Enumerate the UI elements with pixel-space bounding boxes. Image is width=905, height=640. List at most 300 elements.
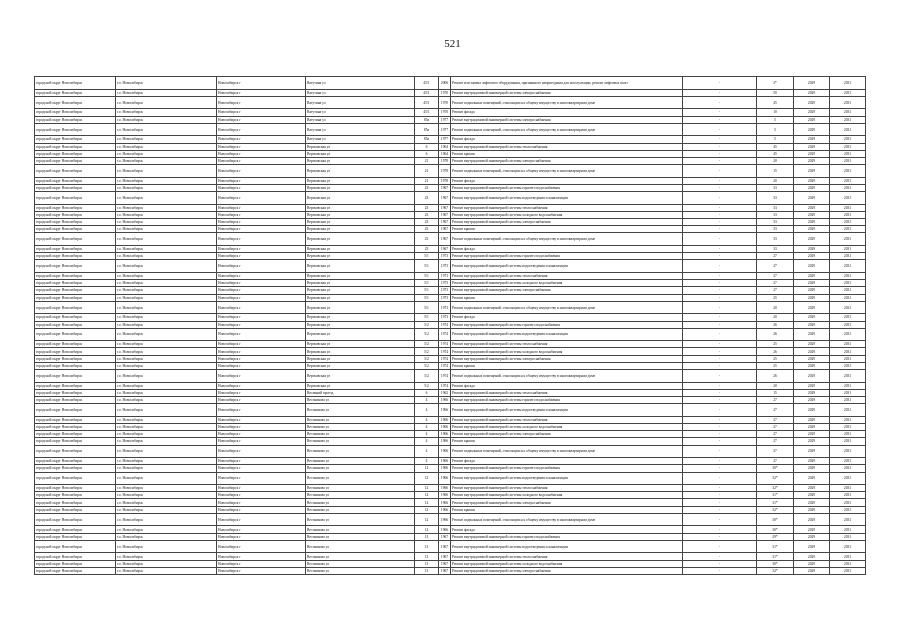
street-cell: Вестникова ул xyxy=(306,397,415,404)
table-row xyxy=(35,465,866,472)
table-row xyxy=(35,506,866,513)
value-cell: 27 xyxy=(757,272,794,279)
year-cell: 1966 xyxy=(439,445,451,458)
work-type-cell: Ремонт внутридомовой инженерной системы горячего водоснабжения xyxy=(451,465,683,472)
table-row xyxy=(35,136,866,143)
district-cell: г.о. Новосибирск xyxy=(116,287,217,294)
work-type-cell: Ремонт крыши xyxy=(451,294,683,301)
plan-end-cell: 2031 xyxy=(830,465,866,472)
work-type-cell: Ремонт внутридомовой инженерной системы электроснабжения xyxy=(451,355,683,362)
settlement-cell: Новосибирск г xyxy=(217,123,306,136)
settlement-cell: Новосибирск г xyxy=(217,204,306,211)
table-row xyxy=(35,513,866,526)
plan-start-cell: 2029 xyxy=(794,492,830,499)
value-cell: 20 xyxy=(757,314,794,321)
street-cell: Вестникова ул xyxy=(306,499,415,506)
district-cell: г.о. Новосибирск xyxy=(116,526,217,533)
dash-cell: - xyxy=(683,301,757,314)
district-cell: г.о. Новосибирск xyxy=(116,294,217,301)
house-cell: 4 xyxy=(415,423,439,430)
street-cell: Вертковская ул xyxy=(306,287,415,294)
district-cell: г.о. Новосибирск xyxy=(116,506,217,513)
table-row xyxy=(35,355,866,362)
district-cell: г.о. Новосибирск xyxy=(116,157,217,164)
settlement-cell: Новосибирск г xyxy=(217,485,306,492)
value-cell: 33 xyxy=(757,211,794,218)
plan-start-cell: 2029 xyxy=(794,136,830,143)
plan-end-cell: 2031 xyxy=(830,272,866,279)
house-cell: 6 xyxy=(415,389,439,396)
street-cell: Вертковская ул xyxy=(306,150,415,157)
municipality-cell: городской округ Новосибирск xyxy=(35,260,116,273)
district-cell: г.о. Новосибирск xyxy=(116,553,217,560)
street-cell: Вертковская ул xyxy=(306,355,415,362)
table-row xyxy=(35,280,866,287)
district-cell: г.о. Новосибирск xyxy=(116,143,217,150)
settlement-cell: Новосибирск г xyxy=(217,89,306,96)
plan-start-cell: 2029 xyxy=(794,416,830,423)
dash-cell: - xyxy=(683,567,757,574)
house-cell: 45/1 xyxy=(415,89,439,96)
value-cell: 5 xyxy=(757,123,794,136)
district-cell: г.о. Новосибирск xyxy=(116,328,217,341)
work-type-cell: Ремонт внутридомовой инженерной системы электроснабжения xyxy=(451,287,683,294)
house-cell: 4 xyxy=(415,438,439,445)
street-cell: Вестникова ул xyxy=(306,423,415,430)
dash-cell: - xyxy=(683,211,757,218)
municipality-cell: городской округ Новосибирск xyxy=(35,560,116,567)
plan-start-cell: 2029 xyxy=(794,287,830,294)
house-cell: 45/1 xyxy=(415,96,439,109)
municipality-cell: городской округ Новосибирск xyxy=(35,177,116,184)
district-cell: г.о. Новосибирск xyxy=(116,150,217,157)
district-cell: г.о. Новосибирск xyxy=(116,260,217,273)
table-row xyxy=(35,341,866,348)
table-row xyxy=(35,404,866,417)
municipality-cell: городской округ Новосибирск xyxy=(35,485,116,492)
district-cell: г.о. Новосибирск xyxy=(116,513,217,526)
settlement-cell: Новосибирск г xyxy=(217,445,306,458)
street-cell: Вестникова ул xyxy=(306,445,415,458)
plan-start-cell: 2029 xyxy=(794,567,830,574)
settlement-cell: Новосибирск г xyxy=(217,416,306,423)
plan-start-cell: 2029 xyxy=(794,382,830,389)
year-cell: 1966 xyxy=(439,404,451,417)
house-cell: 5/1 xyxy=(415,314,439,321)
year-cell: 1973 xyxy=(439,301,451,314)
district-cell: г.о. Новосибирск xyxy=(116,465,217,472)
plan-end-cell: 2031 xyxy=(830,294,866,301)
municipality-cell: городской округ Новосибирск xyxy=(35,157,116,164)
plan-end-cell: 2031 xyxy=(830,109,866,116)
house-cell: 23 xyxy=(415,246,439,253)
municipality-cell: городской округ Новосибирск xyxy=(35,294,116,301)
plan-end-cell: 2031 xyxy=(830,253,866,260)
plan-start-cell: 2029 xyxy=(794,89,830,96)
house-cell: 45/1 xyxy=(415,109,439,116)
value-cell: 26 xyxy=(757,321,794,328)
district-cell: г.о. Новосибирск xyxy=(116,301,217,314)
municipality-cell: городской округ Новосибирск xyxy=(35,301,116,314)
value-cell: 25 xyxy=(757,341,794,348)
street-cell: Вестникова ул xyxy=(306,485,415,492)
plan-start-cell: 2029 xyxy=(794,204,830,211)
plan-start-cell: 2029 xyxy=(794,328,830,341)
value-cell: 33 xyxy=(757,204,794,211)
work-type-cell: Ремонт подвальных помещений, относящихся к общему имуществу в многоквартирном доме xyxy=(451,123,683,136)
dash-cell: - xyxy=(683,89,757,96)
plan-start-cell: 2029 xyxy=(794,272,830,279)
dash-cell: - xyxy=(683,341,757,348)
plan-start-cell: 2029 xyxy=(794,177,830,184)
table-row xyxy=(35,526,866,533)
value-cell: 45 xyxy=(757,150,794,157)
work-type-cell: Ремонт фасада xyxy=(451,109,683,116)
dash-cell: - xyxy=(683,533,757,540)
municipality-cell: городской округ Новосибирск xyxy=(35,445,116,458)
work-type-cell: Ремонт внутридомовой инженерной системы теплоснабжения xyxy=(451,389,683,396)
work-type-cell: Ремонт фасада xyxy=(451,458,683,465)
street-cell: Вертковская ул xyxy=(306,341,415,348)
district-cell: г.о. Новосибирск xyxy=(116,192,217,205)
work-type-cell: Ремонт фасада xyxy=(451,246,683,253)
work-type-cell: Ремонт внутридомовой инженерной системы водоотведения и канализации xyxy=(451,328,683,341)
house-cell: 13 xyxy=(415,540,439,553)
street-cell: Ватутина ул xyxy=(306,89,415,96)
house-cell: 5/2 xyxy=(415,341,439,348)
work-type-cell: Ремонт внутридомовой инженерной системы водоотведения и канализации xyxy=(451,472,683,485)
table-row xyxy=(35,246,866,253)
municipality-cell: городской округ Новосибирск xyxy=(35,341,116,348)
plan-end-cell: 2031 xyxy=(830,226,866,233)
work-type-cell: Ремонт внутридомовой инженерной системы теплоснабжения xyxy=(451,341,683,348)
plan-end-cell: 2031 xyxy=(830,314,866,321)
page-number: 521 xyxy=(444,38,461,50)
settlement-cell: Новосибирск г xyxy=(217,348,306,355)
dash-cell: - xyxy=(683,423,757,430)
table-row xyxy=(35,204,866,211)
value-cell: 27 xyxy=(757,423,794,430)
work-type-cell: Ремонт крыши xyxy=(451,362,683,369)
district-cell: г.о. Новосибирск xyxy=(116,423,217,430)
year-cell: 1967 xyxy=(439,204,451,211)
dash-cell: - xyxy=(683,314,757,321)
municipality-cell: городской округ Новосибирск xyxy=(35,226,116,233)
value-cell: 15 xyxy=(757,389,794,396)
work-type-cell: Ремонт подвальных помещений, относящихся к общему имуществу в многоквартирном доме xyxy=(451,513,683,526)
settlement-cell: Новосибирск г xyxy=(217,136,306,143)
table-row xyxy=(35,287,866,294)
dash-cell: - xyxy=(683,382,757,389)
municipality-cell: городской округ Новосибирск xyxy=(35,211,116,218)
street-cell: Ватутина ул xyxy=(306,123,415,136)
street-cell: Вертковская ул xyxy=(306,370,415,383)
district-cell: г.о. Новосибирск xyxy=(116,253,217,260)
house-cell: 4 xyxy=(415,431,439,438)
work-type-cell: Ремонт внутридомовой инженерной системы холодного водоснабжения xyxy=(451,423,683,430)
settlement-cell: Новосибирск г xyxy=(217,157,306,164)
district-cell: г.о. Новосибирск xyxy=(116,204,217,211)
plan-end-cell: 2031 xyxy=(830,287,866,294)
plan-start-cell: 2029 xyxy=(794,116,830,123)
street-cell: Вертковская ул xyxy=(306,177,415,184)
value-cell: 30* xyxy=(757,513,794,526)
house-cell: 23 xyxy=(415,184,439,191)
settlement-cell: Новосибирск г xyxy=(217,431,306,438)
value-cell: 10 xyxy=(757,109,794,116)
year-cell: 1966 xyxy=(439,513,451,526)
value-cell: 2* xyxy=(757,77,794,90)
house-cell: 5/2 xyxy=(415,382,439,389)
street-cell: Вестникова ул xyxy=(306,513,415,526)
district-cell: г.о. Новосибирск xyxy=(116,404,217,417)
district-cell: г.о. Новосибирск xyxy=(116,370,217,383)
value-cell: 27 xyxy=(757,287,794,294)
settlement-cell: Новосибирск г xyxy=(217,314,306,321)
work-type-cell: Ремонт крыши xyxy=(451,506,683,513)
street-cell: Вертковская ул xyxy=(306,211,415,218)
municipality-cell: городской округ Новосибирск xyxy=(35,506,116,513)
year-cell: 1966 xyxy=(439,465,451,472)
district-cell: г.о. Новосибирск xyxy=(116,416,217,423)
year-cell: 1966 xyxy=(439,397,451,404)
dash-cell: - xyxy=(683,272,757,279)
work-type-cell: Ремонт подвальных помещений, относящихся к общему имуществу в многоквартирном доме xyxy=(451,233,683,246)
value-cell: 26 xyxy=(757,328,794,341)
year-cell: 1966 xyxy=(439,416,451,423)
table-row xyxy=(35,485,866,492)
plan-end-cell: 2031 xyxy=(830,321,866,328)
table-row xyxy=(35,116,866,123)
value-cell: 33 xyxy=(757,246,794,253)
value-cell: 27 xyxy=(757,416,794,423)
district-cell: г.о. Новосибирск xyxy=(116,321,217,328)
street-cell: Вестникова ул xyxy=(306,472,415,485)
house-cell: 23 xyxy=(415,204,439,211)
house-cell: 4 xyxy=(415,397,439,404)
year-cell: 1967 xyxy=(439,540,451,553)
municipality-cell: городской округ Новосибирск xyxy=(35,233,116,246)
year-cell: 1966 xyxy=(439,458,451,465)
year-cell: 1974 xyxy=(439,370,451,383)
municipality-cell: городской округ Новосибирск xyxy=(35,96,116,109)
settlement-cell: Новосибирск г xyxy=(217,260,306,273)
year-cell: 1967 xyxy=(439,567,451,574)
work-type-cell: Ремонт внутридомовой инженерной системы горячего водоснабжения xyxy=(451,321,683,328)
settlement-cell: Новосибирск г xyxy=(217,165,306,178)
house-cell: 6 xyxy=(415,150,439,157)
table-row xyxy=(35,445,866,458)
year-cell: 1973 xyxy=(439,272,451,279)
settlement-cell: Новосибирск г xyxy=(217,423,306,430)
year-cell: 1973 xyxy=(439,287,451,294)
work-type-cell: Ремонт внутридомовой инженерной системы горячего водоснабжения xyxy=(451,533,683,540)
work-type-cell: Ремонт внутридомовой инженерной системы холодного водоснабжения xyxy=(451,492,683,499)
settlement-cell: Новосибирск г xyxy=(217,143,306,150)
plan-start-cell: 2029 xyxy=(794,431,830,438)
value-cell: 33 xyxy=(757,184,794,191)
plan-end-cell: 2031 xyxy=(830,499,866,506)
value-cell: 32* xyxy=(757,485,794,492)
settlement-cell: Новосибирск г xyxy=(217,233,306,246)
plan-start-cell: 2029 xyxy=(794,513,830,526)
value-cell: 20 xyxy=(757,382,794,389)
plan-start-cell: 2029 xyxy=(794,314,830,321)
district-cell: г.о. Новосибирск xyxy=(116,492,217,499)
municipality-cell: городской округ Новосибирск xyxy=(35,355,116,362)
municipality-cell: городской округ Новосибирск xyxy=(35,526,116,533)
municipality-cell: городской округ Новосибирск xyxy=(35,458,116,465)
settlement-cell: Новосибирск г xyxy=(217,294,306,301)
municipality-cell: городской округ Новосибирск xyxy=(35,165,116,178)
plan-start-cell: 2029 xyxy=(794,423,830,430)
dash-cell: - xyxy=(683,445,757,458)
work-type-cell: Ремонт внутридомовой инженерной системы водоотведения и канализации xyxy=(451,260,683,273)
municipality-cell: городской округ Новосибирск xyxy=(35,184,116,191)
table-row xyxy=(35,253,866,260)
settlement-cell: Новосибирск г xyxy=(217,560,306,567)
settlement-cell: Новосибирск г xyxy=(217,540,306,553)
plan-start-cell: 2029 xyxy=(794,294,830,301)
value-cell: 27 xyxy=(757,458,794,465)
settlement-cell: Новосибирск г xyxy=(217,280,306,287)
work-type-cell: Ремонт подвальных помещений, относящихся к общему имуществу в многоквартирном доме xyxy=(451,301,683,314)
street-cell: Вертковская ул xyxy=(306,246,415,253)
plan-start-cell: 2029 xyxy=(794,540,830,553)
value-cell: 26 xyxy=(757,348,794,355)
plan-end-cell: 2031 xyxy=(830,540,866,553)
plan-start-cell: 2029 xyxy=(794,445,830,458)
work-type-cell: Ремонт фасада xyxy=(451,177,683,184)
table-row xyxy=(35,260,866,273)
district-cell: г.о. Новосибирск xyxy=(116,472,217,485)
plan-start-cell: 2029 xyxy=(794,301,830,314)
table-row xyxy=(35,272,866,279)
dash-cell: - xyxy=(683,287,757,294)
district-cell: г.о. Новосибирск xyxy=(116,177,217,184)
value-cell: 5 xyxy=(757,116,794,123)
settlement-cell: Новосибирск г xyxy=(217,567,306,574)
dash-cell: - xyxy=(683,184,757,191)
house-cell: 23 xyxy=(415,233,439,246)
plan-start-cell: 2029 xyxy=(794,404,830,417)
plan-start-cell: 2029 xyxy=(794,246,830,253)
year-cell: 1967 xyxy=(439,553,451,560)
street-cell: Вертковская ул xyxy=(306,382,415,389)
municipality-cell: городской округ Новосибирск xyxy=(35,89,116,96)
municipality-cell: городской округ Новосибирск xyxy=(35,389,116,396)
year-cell: 1977 xyxy=(439,116,451,123)
value-cell: 45 xyxy=(757,96,794,109)
table-row xyxy=(35,567,866,574)
value-cell: 25 xyxy=(757,362,794,369)
municipality-cell: городской округ Новосибирск xyxy=(35,416,116,423)
year-cell: 1966 xyxy=(439,492,451,499)
municipality-cell: городской округ Новосибирск xyxy=(35,465,116,472)
plan-start-cell: 2029 xyxy=(794,96,830,109)
table-row xyxy=(35,184,866,191)
work-type-cell: Ремонт внутридомовой инженерной системы электроснабжения xyxy=(451,219,683,226)
street-cell: Вертковская ул xyxy=(306,328,415,341)
table-row xyxy=(35,211,866,218)
settlement-cell: Новосибирск г xyxy=(217,553,306,560)
table-row xyxy=(35,89,866,96)
year-cell: 1974 xyxy=(439,341,451,348)
plan-end-cell: 2031 xyxy=(830,445,866,458)
municipality-cell: городской округ Новосибирск xyxy=(35,533,116,540)
dash-cell: - xyxy=(683,362,757,369)
plan-start-cell: 2029 xyxy=(794,397,830,404)
plan-start-cell: 2029 xyxy=(794,260,830,273)
work-type-cell: Ремонт внутридомовой инженерной системы теплоснабжения xyxy=(451,272,683,279)
year-cell: 1966 xyxy=(439,423,451,430)
dash-cell: - xyxy=(683,260,757,273)
street-cell: Вертковская ул xyxy=(306,219,415,226)
district-cell: г.о. Новосибирск xyxy=(116,184,217,191)
settlement-cell: Новосибирск г xyxy=(217,506,306,513)
dash-cell: - xyxy=(683,465,757,472)
dash-cell: - xyxy=(683,560,757,567)
street-cell: Вестникова ул xyxy=(306,431,415,438)
table-row xyxy=(35,458,866,465)
year-cell: 1962 xyxy=(439,389,451,396)
house-cell: 5/1 xyxy=(415,272,439,279)
year-cell: 1967 xyxy=(439,246,451,253)
work-type-cell: Ремонт внутридомовой инженерной системы теплоснабжения xyxy=(451,485,683,492)
street-cell: Вертковская ул xyxy=(306,280,415,287)
street-cell: Вестникова ул xyxy=(306,567,415,574)
house-cell: 5/1 xyxy=(415,301,439,314)
municipality-cell: городской округ Новосибирск xyxy=(35,253,116,260)
settlement-cell: Новосибирск г xyxy=(217,109,306,116)
value-cell: 31* xyxy=(757,553,794,560)
table-row xyxy=(35,150,866,157)
municipality-cell: городской округ Новосибирск xyxy=(35,382,116,389)
district-cell: г.о. Новосибирск xyxy=(116,219,217,226)
table-row xyxy=(35,362,866,369)
settlement-cell: Новосибирск г xyxy=(217,370,306,383)
plan-end-cell: 2031 xyxy=(830,328,866,341)
plan-end-cell: 2031 xyxy=(830,211,866,218)
settlement-cell: Новосибирск г xyxy=(217,397,306,404)
work-type-cell: Ремонт фасада xyxy=(451,136,683,143)
table-row xyxy=(35,192,866,205)
district-cell: г.о. Новосибирск xyxy=(116,382,217,389)
street-cell: Вестникова ул xyxy=(306,540,415,553)
house-cell: 5/2 xyxy=(415,328,439,341)
dash-cell: - xyxy=(683,96,757,109)
house-cell: 13 xyxy=(415,567,439,574)
street-cell: Вертковская ул xyxy=(306,348,415,355)
plan-start-cell: 2029 xyxy=(794,355,830,362)
dash-cell: - xyxy=(683,348,757,355)
settlement-cell: Новосибирск г xyxy=(217,458,306,465)
plan-start-cell: 2029 xyxy=(794,438,830,445)
dash-cell: - xyxy=(683,219,757,226)
house-cell: 5/2 xyxy=(415,348,439,355)
work-type-cell: Ремонт внутридомовой инженерной системы электроснабжения xyxy=(451,116,683,123)
dash-cell: - xyxy=(683,438,757,445)
dash-cell: - xyxy=(683,192,757,205)
plan-end-cell: 2031 xyxy=(830,567,866,574)
work-type-cell: Ремонт внутридомовой инженерной системы холодного водоснабжения xyxy=(451,560,683,567)
plan-end-cell: 2031 xyxy=(830,370,866,383)
house-cell: 5/1 xyxy=(415,280,439,287)
value-cell: 31* xyxy=(757,492,794,499)
district-cell: г.о. Новосибирск xyxy=(116,397,217,404)
year-cell: 1967 xyxy=(439,233,451,246)
settlement-cell: Новосибирск г xyxy=(217,96,306,109)
